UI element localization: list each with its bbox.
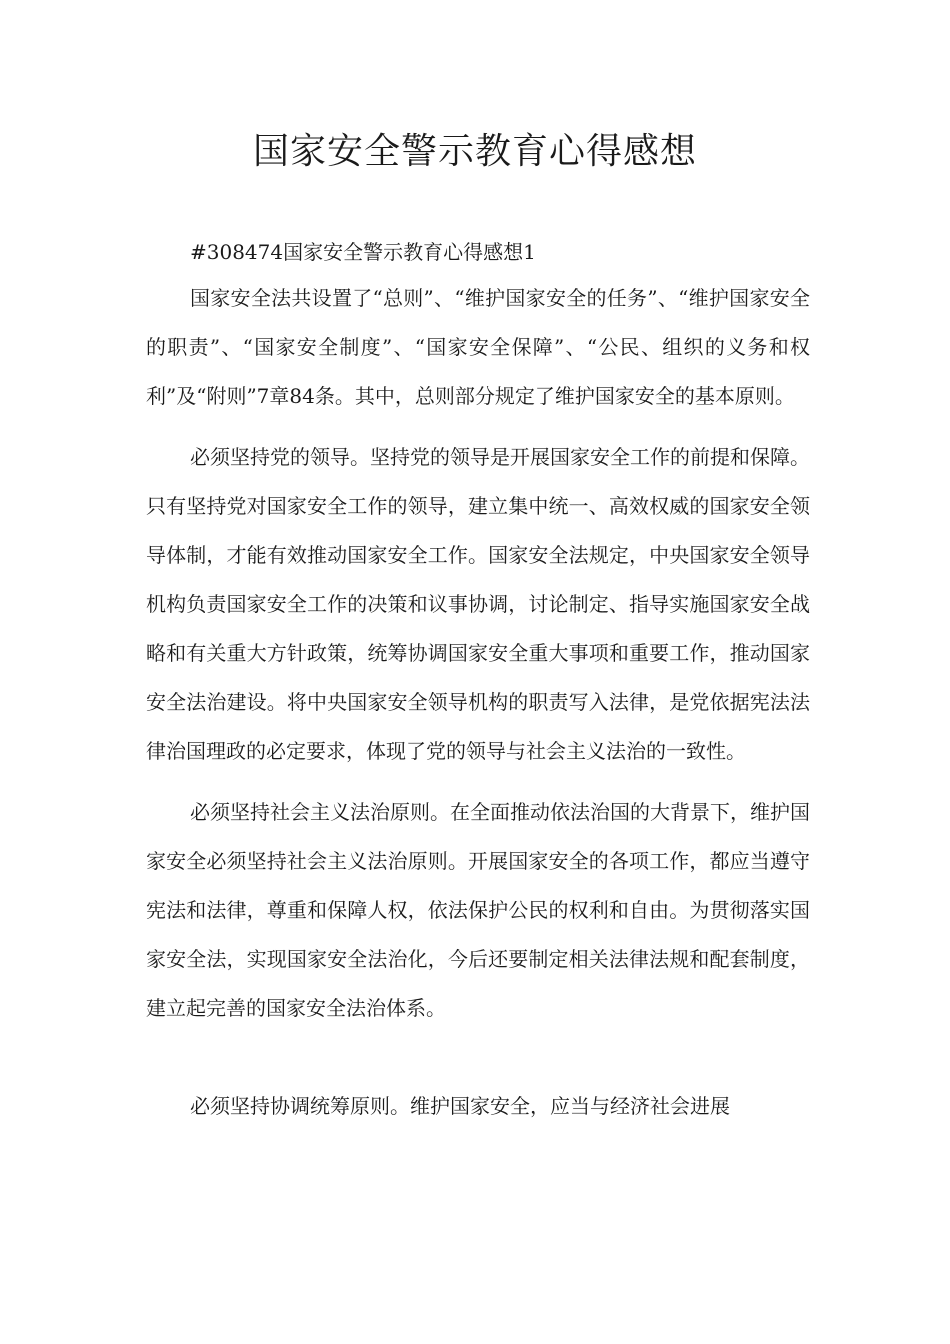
section-subheading: #308474国家安全警示教育心得感想1	[190, 240, 536, 264]
paragraph-4: 必须坚持协调统筹原则。维护国家安全，应当与经济社会进展	[190, 1094, 730, 1118]
paragraph-3: 必须坚持社会主义法治原则。在全面推动依法治国的大背景下，维护国家安全必须坚持社会主义法治原则。开展国家安全的各项工作，都应当遵守宪法和法律，尊重和保障人权，依法保护公民的权利和自由。为贯彻落实国家安全法，实现国家安全法治化，今后还要制定相关法律法规和配套制度，建立起完善的国家安全法治体系。	[146, 800, 810, 1020]
paragraph-2: 必须坚持党的领导。坚持党的领导是开展国家安全工作的前提和保障。只有坚持党对国家安全工作的领导，建立集中统一、高效权威的国家安全领导体制，才能有效推动国家安全工作。国家安全法规定，中央国家安全领导机构负责国家安全工作的决策和议事协调，讨论制定、指导实施国家安全战略和有关重大方针政策，统筹协调国家安全重大事项和重要工作，推动国家安全法治建设。将中央国家安全领导机构的职责写入法律，是党依据宪法法律治国理政的必定要求，体现了党的领导与社会主义法治的一致性。	[146, 445, 810, 763]
document-body	[146, 234, 810, 1131]
paragraph-1: 国家安全法共设置了“总则”、“维护国家安全的任务”、“维护国家安全的职责”、“国家安全制度”、“国家安全保障”、“公民、组织的义务和权利”及“附则”7章84条。其中，总则部分规定了维护国家安全的基本原则。	[146, 286, 810, 408]
document-title: 国家安全警示教育心得感想	[252, 131, 697, 172]
